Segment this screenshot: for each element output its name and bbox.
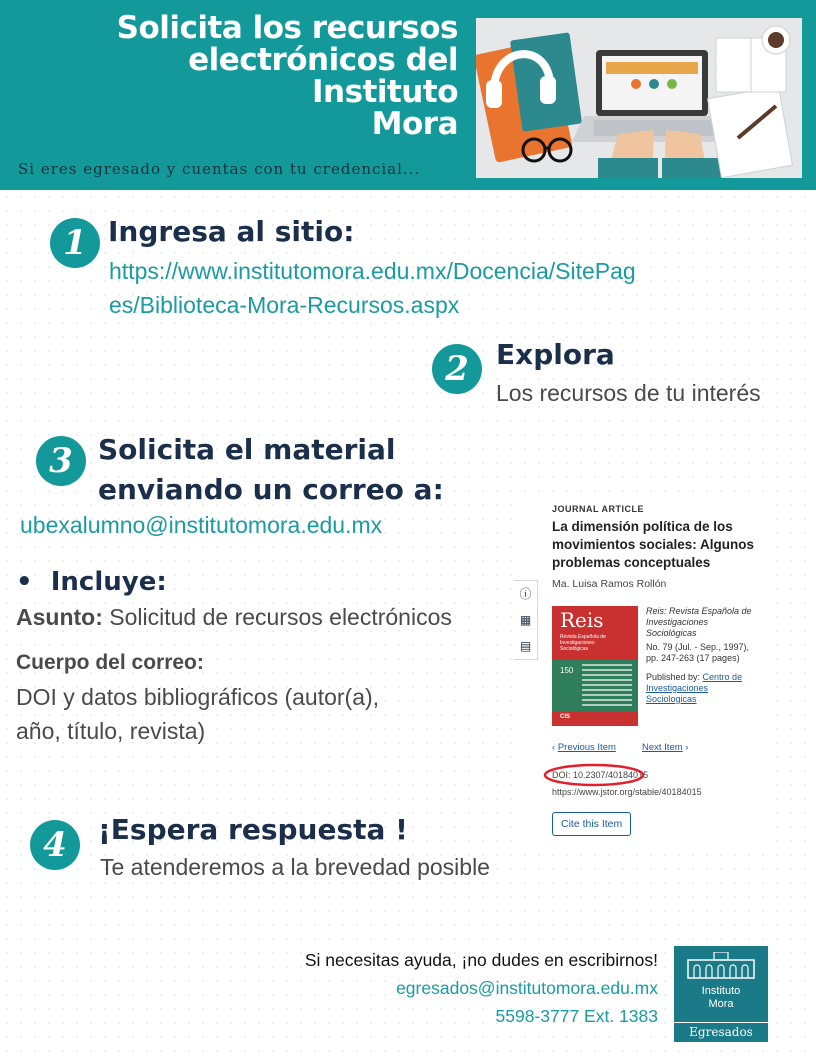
desk-illustration-svg	[476, 18, 802, 178]
contact-email-link[interactable]: egresados@institutomora.edu.mx	[396, 978, 658, 998]
doi-highlight-circle	[542, 762, 649, 788]
step-3-heading: Solicita el material enviando un correo a:	[98, 433, 444, 506]
instituto-mora-logo: Instituto Mora Egresados	[674, 946, 768, 1042]
article-side-toolbar	[514, 580, 538, 660]
journal-cover[interactable]: Reis Revista Española de Investigaciones Sociológicas 150 CIS	[552, 606, 638, 726]
contact-block	[305, 946, 658, 1030]
journal-article-card	[514, 496, 774, 846]
building-icon	[686, 952, 756, 980]
article-kind: JOURNAL ARTICLE	[552, 504, 645, 514]
body-text: DOI y datos bibliográficos (autor(a), año, título, revista)	[16, 684, 380, 744]
desk-illustration	[476, 18, 802, 178]
publisher: Published by: Centro de Investigaciones Sociologicas	[646, 672, 743, 704]
step-4-badge: 4	[30, 820, 80, 870]
journal-issue: No. 79 (Jul. - Sep., 1997), pp. 247-263 (17 pages)	[646, 642, 750, 663]
grid-icon[interactable]: ▦	[519, 613, 532, 627]
journal-name: Reis: Revista Española de Investigaciones Sociológicas	[646, 606, 752, 638]
chevron-left-icon: ‹	[552, 742, 558, 753]
page-title: Solicita los recursos electrónicos del Instituto Mora	[116, 10, 458, 142]
request-email-link[interactable]: ubexalumno@institutomora.edu.mx	[20, 512, 383, 538]
step-2-text: Los recursos de tu interés	[496, 380, 761, 406]
subject-line: Asunto: Solicitud de recursos electrónicos	[16, 604, 452, 630]
body-label: Cuerpo del correo:	[16, 651, 204, 674]
contact-phone: 5598-3777 Ext. 1383	[495, 1006, 658, 1026]
chevron-right-icon: ›	[682, 742, 689, 753]
header-subtitle: Si eres egresado y cuentas con tu credencial...	[18, 160, 421, 178]
bullet-icon: •	[16, 567, 51, 597]
info-icon[interactable]: ⓘ	[519, 587, 532, 601]
step-1-heading: Ingresa al sitio:	[108, 215, 355, 248]
cite-button[interactable]: Cite this Item	[552, 812, 631, 836]
header-banner	[0, 0, 816, 190]
article-author: Ma. Luisa Ramos Rollón	[552, 578, 667, 590]
step-2-heading: Explora	[496, 338, 615, 371]
step-3-badge: 3	[36, 436, 86, 486]
doi-text: DOI: 10.2307/40184015	[552, 770, 649, 780]
step-4-text: Te atenderemos a la brevedad posible	[100, 854, 490, 880]
book-icon[interactable]: ▤	[519, 639, 532, 653]
includes-heading: • Incluye:	[16, 567, 167, 597]
step-1-badge: 1	[50, 218, 100, 268]
next-item-link[interactable]: Next Item ›	[642, 742, 689, 753]
article-title[interactable]: La dimensión política de los movimientos sociales: Algunos problemas conceptuales	[552, 519, 755, 570]
step-2-badge: 2	[432, 344, 482, 394]
stable-url[interactable]: https://www.jstor.org/stable/40184015	[552, 787, 702, 797]
previous-item-link[interactable]: ‹ Previous Item	[552, 742, 616, 753]
step-4-heading: ¡Espera respuesta !	[98, 813, 408, 846]
help-text: Si necesitas ayuda, ¡no dudes en escribirnos!	[304, 950, 658, 970]
site-link[interactable]: https://www.institutomora.edu.mx/Docencia/SitePag es/Biblioteca-Mora-Recursos.aspx	[109, 258, 636, 318]
